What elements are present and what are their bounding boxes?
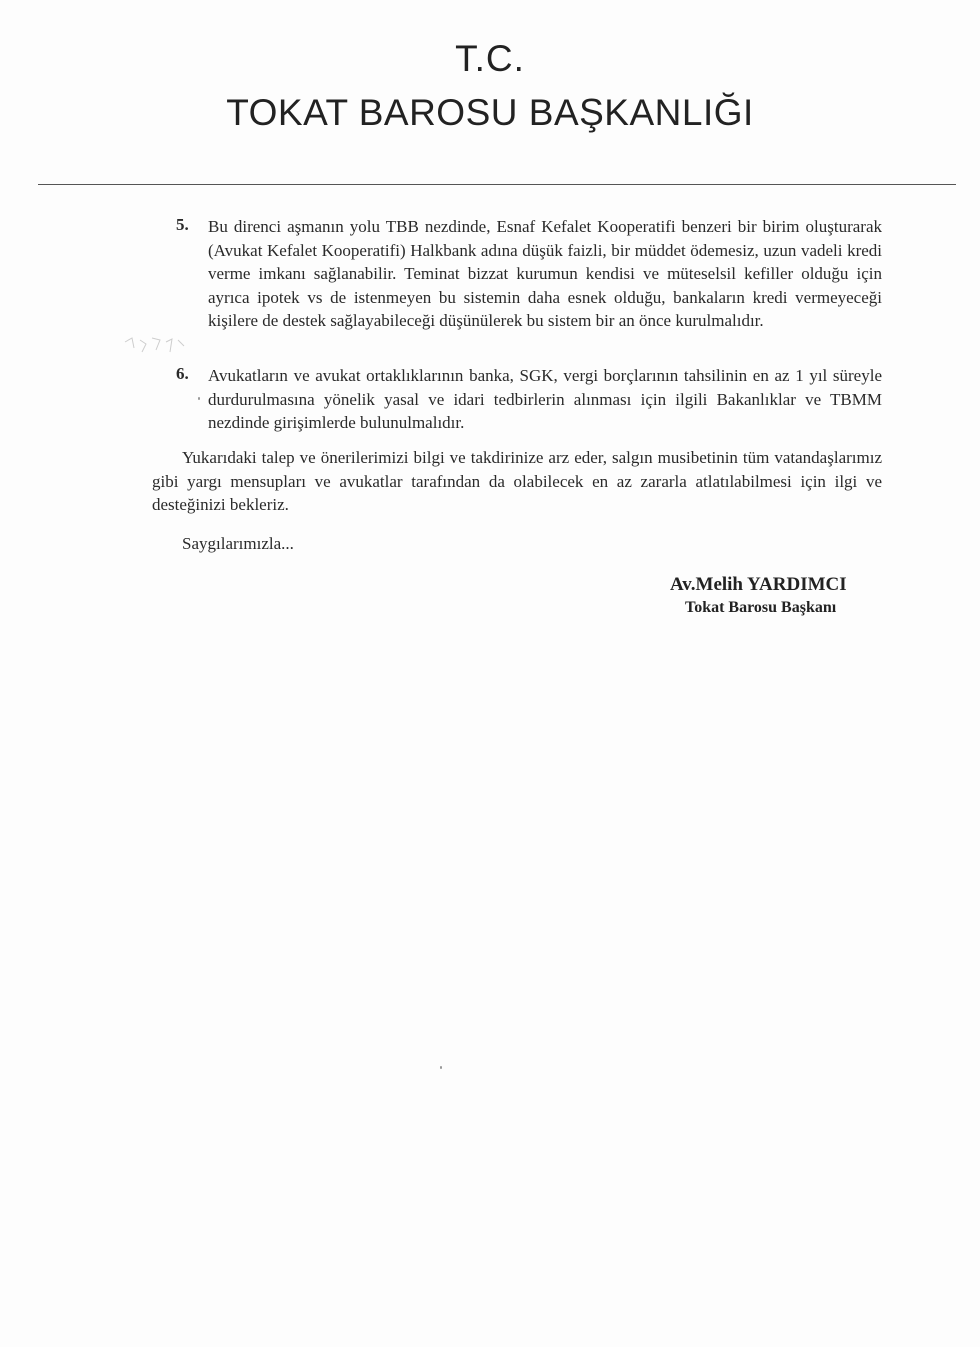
salutation: Saygılarımızla... xyxy=(182,534,294,553)
header-title: TOKAT BAROSU BAŞKANLIĞI xyxy=(226,92,754,133)
header-divider xyxy=(38,184,956,185)
faint-stamp-mark xyxy=(120,330,190,360)
closing-paragraph: Yukarıdaki talep ve önerilerimizi bilgi ve takdirinize arz eder, salgın musibetinin tüm vatandaşlarımız gibi yargı mensupları ve avukatlar tarafından da olabilecek en az zararla atlatılabilmesi için ilgi ve desteğinizi bekleriz. xyxy=(152,448,882,514)
scan-speck xyxy=(198,397,200,400)
list-item-text: Bu direnci aşmanın yolu TBB nezdinde, Esnaf Kefalet Kooperatifi benzeri bir birim oluşturarak (Avukat Kefalet Kooperatifi) Halkbank adına düşük faizli, bir müddet ödemesiz, uzun vadeli kredi verme imkanı sağlanabilir. Teminat bizzat kurumun kendisi ve müteselsil kefiller olduğu için ayrıca ipotek vs de istenmeyen bu sistemin daha esnek olduğu, bankaların kredi vermeyeceği kişilere de destek sağlayabileceği düşünülerek bu sistem bir an önce kurulmalıdır. xyxy=(208,217,882,330)
list-item-text: Avukatların ve avukat ortaklıklarının banka, SGK, vergi borçlarının tahsilinin en az 1 yıl süreyle durdurulmasına yönelik yasal ve idari tedbirlerin alınması için ilgili Bakanlıklar ve TBMM nezdinde girişimlerde bulunulmalıdır. xyxy=(208,366,882,432)
signature-name: Av.Melih YARDIMCI xyxy=(670,574,847,595)
list-item-number: 5. xyxy=(176,215,189,234)
signature-title: Tokat Barosu Başkanı xyxy=(685,599,837,616)
list-item-number: 6. xyxy=(176,364,189,383)
header-tc: T.C. xyxy=(455,38,525,79)
list-item xyxy=(176,364,882,435)
list-item xyxy=(176,215,882,333)
scan-speck xyxy=(440,1066,442,1069)
